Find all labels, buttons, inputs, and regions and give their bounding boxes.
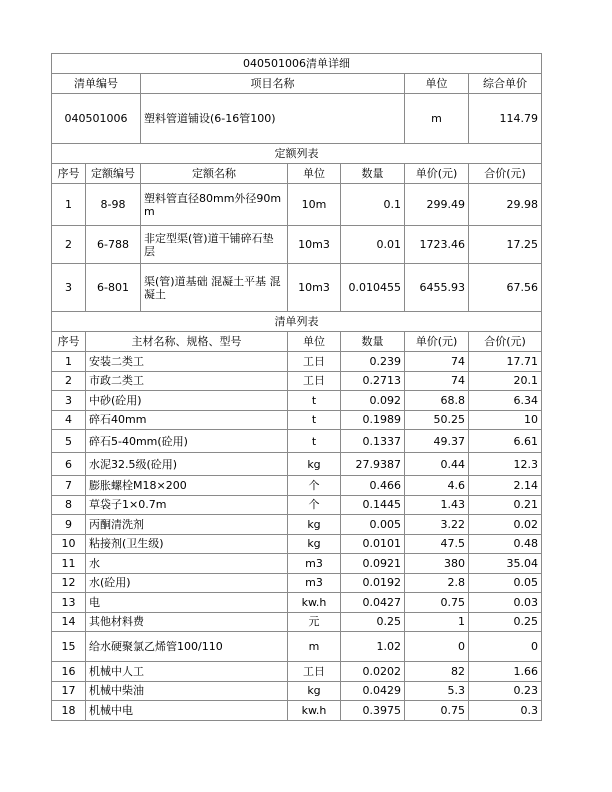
material-row	[52, 430, 542, 453]
material-row-price: 0	[405, 632, 469, 662]
material-row-qty: 0.239	[341, 352, 405, 372]
material-row-no: 4	[52, 410, 86, 430]
material-row-no: 10	[52, 534, 86, 554]
quota-row	[52, 226, 542, 264]
material-row-price: 0.75	[405, 701, 469, 721]
material-row-total: 0.25	[469, 612, 542, 632]
material-row-price: 4.6	[405, 476, 469, 496]
material-row-name: 水(砼用)	[86, 573, 288, 593]
material-row-no: 15	[52, 632, 86, 662]
material-row-total: 10	[469, 410, 542, 430]
quota-row-unit: 10m3	[288, 226, 341, 264]
quota-header-total: 合价(元)	[469, 164, 542, 184]
material-row-total: 6.34	[469, 391, 542, 411]
material-row-qty: 0.466	[341, 476, 405, 496]
quota-row	[52, 184, 542, 226]
bill-header-price: 综合单价	[469, 74, 542, 94]
material-row-total: 17.71	[469, 352, 542, 372]
material-row-name: 水	[86, 554, 288, 574]
quota-row-name: 塑料管直径80mm外径90mm	[141, 184, 288, 226]
quota-row-total: 17.25	[469, 226, 542, 264]
material-row-qty: 1.02	[341, 632, 405, 662]
material-row-unit: kg	[288, 534, 341, 554]
material-row-qty: 0.0427	[341, 593, 405, 613]
material-row-qty: 0.0202	[341, 662, 405, 682]
quota-row-no: 1	[52, 184, 86, 226]
material-row-total: 0.05	[469, 573, 542, 593]
material-row-price: 5.3	[405, 681, 469, 701]
material-row-unit: 工日	[288, 371, 341, 391]
material-row-qty: 0.2713	[341, 371, 405, 391]
material-row-qty: 0.0192	[341, 573, 405, 593]
material-row-price: 74	[405, 352, 469, 372]
material-row	[52, 410, 542, 430]
bill-header-name: 项目名称	[141, 74, 405, 94]
material-row-price: 3.22	[405, 515, 469, 535]
material-row-price: 68.8	[405, 391, 469, 411]
material-row-no: 2	[52, 371, 86, 391]
quota-row-unit: 10m3	[288, 264, 341, 312]
bill-code: 040501006	[52, 94, 141, 144]
material-row-unit: 元	[288, 612, 341, 632]
quota-header-name: 定额名称	[141, 164, 288, 184]
bill-detail-table	[51, 53, 542, 721]
material-row-unit: m3	[288, 554, 341, 574]
material-row-total: 0.3	[469, 701, 542, 721]
material-row	[52, 662, 542, 682]
material-row-name: 给水硬聚氯乙烯管100/110	[86, 632, 288, 662]
material-row-name: 安装二类工	[86, 352, 288, 372]
quota-row-no: 3	[52, 264, 86, 312]
material-row-unit: m3	[288, 573, 341, 593]
material-row-price: 2.8	[405, 573, 469, 593]
material-row-no: 12	[52, 573, 86, 593]
material-row-name: 电	[86, 593, 288, 613]
material-row-unit: t	[288, 410, 341, 430]
material-row-qty: 0.0429	[341, 681, 405, 701]
quota-row-code: 8-98	[86, 184, 141, 226]
quota-row-price: 1723.46	[405, 226, 469, 264]
material-row-total: 0.03	[469, 593, 542, 613]
material-row-qty: 0.0101	[341, 534, 405, 554]
material-row-name: 其他材料费	[86, 612, 288, 632]
material-row-unit: kw.h	[288, 593, 341, 613]
material-row-no: 14	[52, 612, 86, 632]
quota-row	[52, 264, 542, 312]
material-row	[52, 352, 542, 372]
material-row-total: 20.1	[469, 371, 542, 391]
material-row	[52, 701, 542, 721]
material-row-name: 水泥32.5级(砼用)	[86, 453, 288, 476]
material-row-no: 8	[52, 495, 86, 515]
bill-header-code: 清单编号	[52, 74, 141, 94]
material-row	[52, 573, 542, 593]
material-row-unit: m	[288, 632, 341, 662]
quota-row-qty: 0.01	[341, 226, 405, 264]
quota-header-no: 序号	[52, 164, 86, 184]
material-row-total: 35.04	[469, 554, 542, 574]
quota-section-title: 定额列表	[52, 144, 542, 164]
material-row-name: 市政二类工	[86, 371, 288, 391]
material-row	[52, 391, 542, 411]
material-row-qty: 0.25	[341, 612, 405, 632]
material-row-unit: kw.h	[288, 701, 341, 721]
quota-row-total: 67.56	[469, 264, 542, 312]
material-row-unit: 个	[288, 495, 341, 515]
quota-row-price: 299.49	[405, 184, 469, 226]
bill-price: 114.79	[469, 94, 542, 144]
material-row-no: 1	[52, 352, 86, 372]
page-title: 040501006清单详细	[52, 54, 542, 74]
bill-header-unit: 单位	[405, 74, 469, 94]
bill-name: 塑料管道铺设(6-16管100)	[141, 94, 405, 144]
material-row-unit: kg	[288, 681, 341, 701]
material-row-qty: 0.1989	[341, 410, 405, 430]
material-row	[52, 554, 542, 574]
quota-row-code: 6-801	[86, 264, 141, 312]
material-row-name: 机械中柴油	[86, 681, 288, 701]
quota-row-name: 非定型渠(管)道干铺碎石垫层	[141, 226, 288, 264]
material-row	[52, 593, 542, 613]
material-row	[52, 612, 542, 632]
quota-row-price: 6455.93	[405, 264, 469, 312]
materials-header-row	[52, 332, 542, 352]
material-row	[52, 476, 542, 496]
material-row-total: 0.21	[469, 495, 542, 515]
quota-header-code: 定额编号	[86, 164, 141, 184]
material-row-name: 中砂(砼用)	[86, 391, 288, 411]
material-row-name: 机械中电	[86, 701, 288, 721]
quota-row-qty: 0.1	[341, 184, 405, 226]
material-row-price: 0.75	[405, 593, 469, 613]
material-row-no: 13	[52, 593, 86, 613]
material-row-unit: 工日	[288, 352, 341, 372]
material-row-unit: kg	[288, 453, 341, 476]
quota-row-no: 2	[52, 226, 86, 264]
material-row-qty: 0.1337	[341, 430, 405, 453]
material-row-price: 82	[405, 662, 469, 682]
material-row-qty: 27.9387	[341, 453, 405, 476]
material-row-total: 12.3	[469, 453, 542, 476]
material-row-no: 17	[52, 681, 86, 701]
material-row-unit: 个	[288, 476, 341, 496]
material-row-price: 49.37	[405, 430, 469, 453]
material-row-total: 2.14	[469, 476, 542, 496]
materials-header-price: 单价(元)	[405, 332, 469, 352]
quota-row-qty: 0.010455	[341, 264, 405, 312]
material-row-price: 1.43	[405, 495, 469, 515]
bill-row	[52, 94, 542, 144]
material-row	[52, 515, 542, 535]
materials-header-unit: 单位	[288, 332, 341, 352]
quota-row-code: 6-788	[86, 226, 141, 264]
quota-row-total: 29.98	[469, 184, 542, 226]
material-row-unit: kg	[288, 515, 341, 535]
material-row-qty: 0.0921	[341, 554, 405, 574]
material-row-qty: 0.092	[341, 391, 405, 411]
bill-unit: m	[405, 94, 469, 144]
material-row-unit: t	[288, 391, 341, 411]
material-row	[52, 495, 542, 515]
material-row-qty: 0.005	[341, 515, 405, 535]
quota-header-unit: 单位	[288, 164, 341, 184]
material-row-no: 7	[52, 476, 86, 496]
material-row-no: 11	[52, 554, 86, 574]
material-row-total: 0.02	[469, 515, 542, 535]
material-row-total: 0	[469, 632, 542, 662]
material-row-name: 草袋子1×0.7m	[86, 495, 288, 515]
material-row-name: 粘接剂(卫生级)	[86, 534, 288, 554]
materials-header-qty: 数量	[341, 332, 405, 352]
quota-header-qty: 数量	[341, 164, 405, 184]
material-row-no: 18	[52, 701, 86, 721]
quota-header-row	[52, 164, 542, 184]
material-row	[52, 453, 542, 476]
material-row-name: 机械中人工	[86, 662, 288, 682]
material-row-total: 0.48	[469, 534, 542, 554]
material-row-name: 膨胀螺栓M18×200	[86, 476, 288, 496]
material-row-no: 3	[52, 391, 86, 411]
material-row-no: 6	[52, 453, 86, 476]
material-row-name: 碎石5-40mm(砼用)	[86, 430, 288, 453]
material-row-price: 47.5	[405, 534, 469, 554]
material-row	[52, 681, 542, 701]
material-row-qty: 0.3975	[341, 701, 405, 721]
material-row-qty: 0.1445	[341, 495, 405, 515]
material-row-price: 380	[405, 554, 469, 574]
material-row-price: 0.44	[405, 453, 469, 476]
materials-header-no: 序号	[52, 332, 86, 352]
quota-row-unit: 10m	[288, 184, 341, 226]
quota-header-price: 单价(元)	[405, 164, 469, 184]
material-row-price: 50.25	[405, 410, 469, 430]
materials-header-name: 主材名称、规格、型号	[86, 332, 288, 352]
material-row-name: 碎石40mm	[86, 410, 288, 430]
material-row-no: 5	[52, 430, 86, 453]
material-row-total: 1.66	[469, 662, 542, 682]
material-row-no: 16	[52, 662, 86, 682]
bill-header-row	[52, 74, 542, 94]
material-row	[52, 534, 542, 554]
material-row-total: 6.61	[469, 430, 542, 453]
materials-header-total: 合价(元)	[469, 332, 542, 352]
material-row-no: 9	[52, 515, 86, 535]
material-row	[52, 632, 542, 662]
material-row-price: 74	[405, 371, 469, 391]
material-row	[52, 371, 542, 391]
material-row-name: 丙酮清洗剂	[86, 515, 288, 535]
materials-section-title: 清单列表	[52, 312, 542, 332]
material-row-price: 1	[405, 612, 469, 632]
material-row-unit: t	[288, 430, 341, 453]
quota-row-name: 渠(管)道基础 混凝土平基 混凝土	[141, 264, 288, 312]
material-row-total: 0.23	[469, 681, 542, 701]
material-row-unit: 工日	[288, 662, 341, 682]
